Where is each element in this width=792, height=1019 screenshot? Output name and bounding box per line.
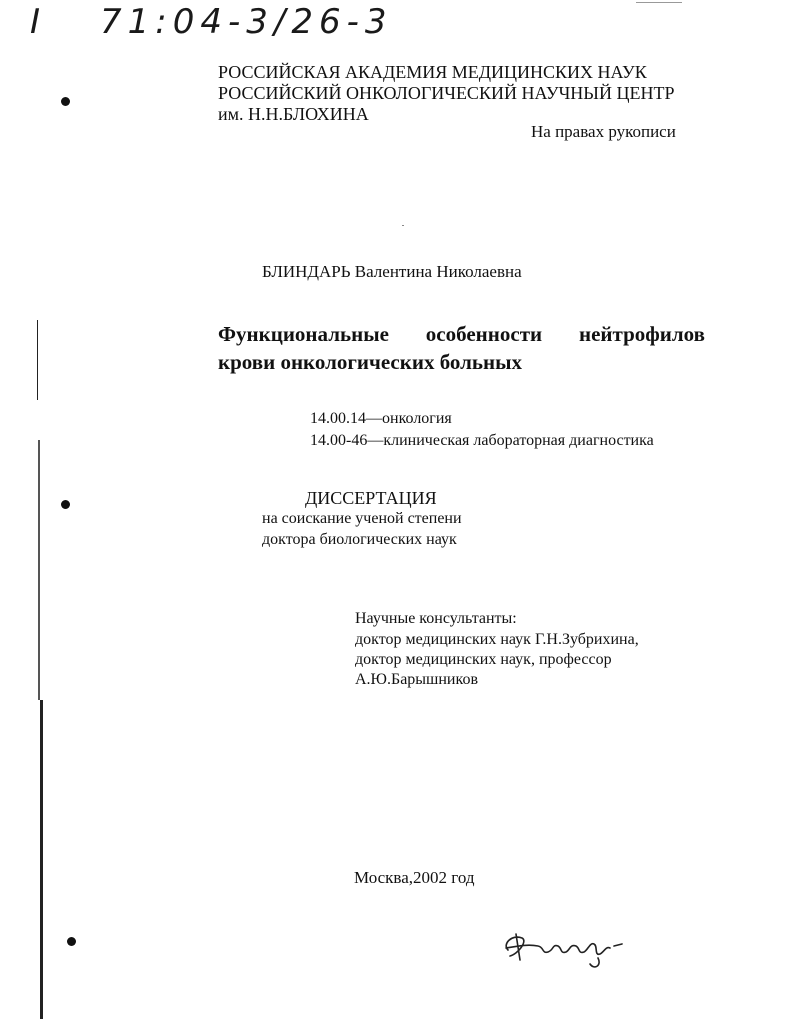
consultant-line-2: доктор медицинских наук, профессор bbox=[355, 651, 612, 668]
consultant-line-1: доктор медицинских наук Г.Н.Зубрихина, bbox=[355, 631, 639, 648]
page-edge-shadow bbox=[37, 320, 38, 400]
dissertation-title bbox=[218, 320, 705, 376]
specialty-code-1: 14.00.14—онкология bbox=[310, 410, 452, 427]
page-edge-shadow bbox=[38, 440, 40, 700]
consultants-heading: Научные консультанты: bbox=[355, 610, 517, 627]
document-type: ДИССЕРТАЦИЯ bbox=[305, 488, 437, 508]
scan-speck bbox=[402, 225, 404, 226]
title-line-2: крови онкологических больных bbox=[218, 350, 523, 374]
consultant-line-3: А.Ю.Барышников bbox=[355, 671, 478, 688]
binding-hole-bottom bbox=[67, 937, 76, 946]
rights-note: На правах рукописи bbox=[531, 122, 676, 141]
organization-line-1: РОССИЙСКАЯ АКАДЕМИЯ МЕДИЦИНСКИХ НАУК bbox=[218, 62, 647, 82]
binding-hole-top bbox=[61, 97, 70, 106]
handwritten-catalog-number: 71:04-3/26-3 bbox=[100, 2, 393, 42]
title-line-1: Функциональные особенности нейтрофилов bbox=[218, 322, 705, 346]
binding-hole-middle bbox=[61, 500, 70, 509]
organization-line-3: им. Н.Н.БЛОХИНА bbox=[218, 104, 369, 124]
handwritten-mark: I bbox=[30, 2, 47, 42]
author-name: БЛИНДАРЬ Валентина Николаевна bbox=[262, 262, 522, 281]
degree-line-1: на соискание ученой степени bbox=[262, 510, 462, 527]
place-and-year: Москва,2002 год bbox=[354, 868, 475, 887]
page-edge-shadow bbox=[40, 700, 43, 1019]
handwritten-signature bbox=[498, 920, 630, 972]
degree-line-2: доктора биологических наук bbox=[262, 531, 457, 548]
scan-mark bbox=[636, 2, 682, 3]
organization-line-2: РОССИЙСКИЙ ОНКОЛОГИЧЕСКИЙ НАУЧНЫЙ ЦЕНТР bbox=[218, 83, 675, 103]
specialty-code-2: 14.00-46—клиническая лабораторная диагностика bbox=[310, 432, 654, 449]
